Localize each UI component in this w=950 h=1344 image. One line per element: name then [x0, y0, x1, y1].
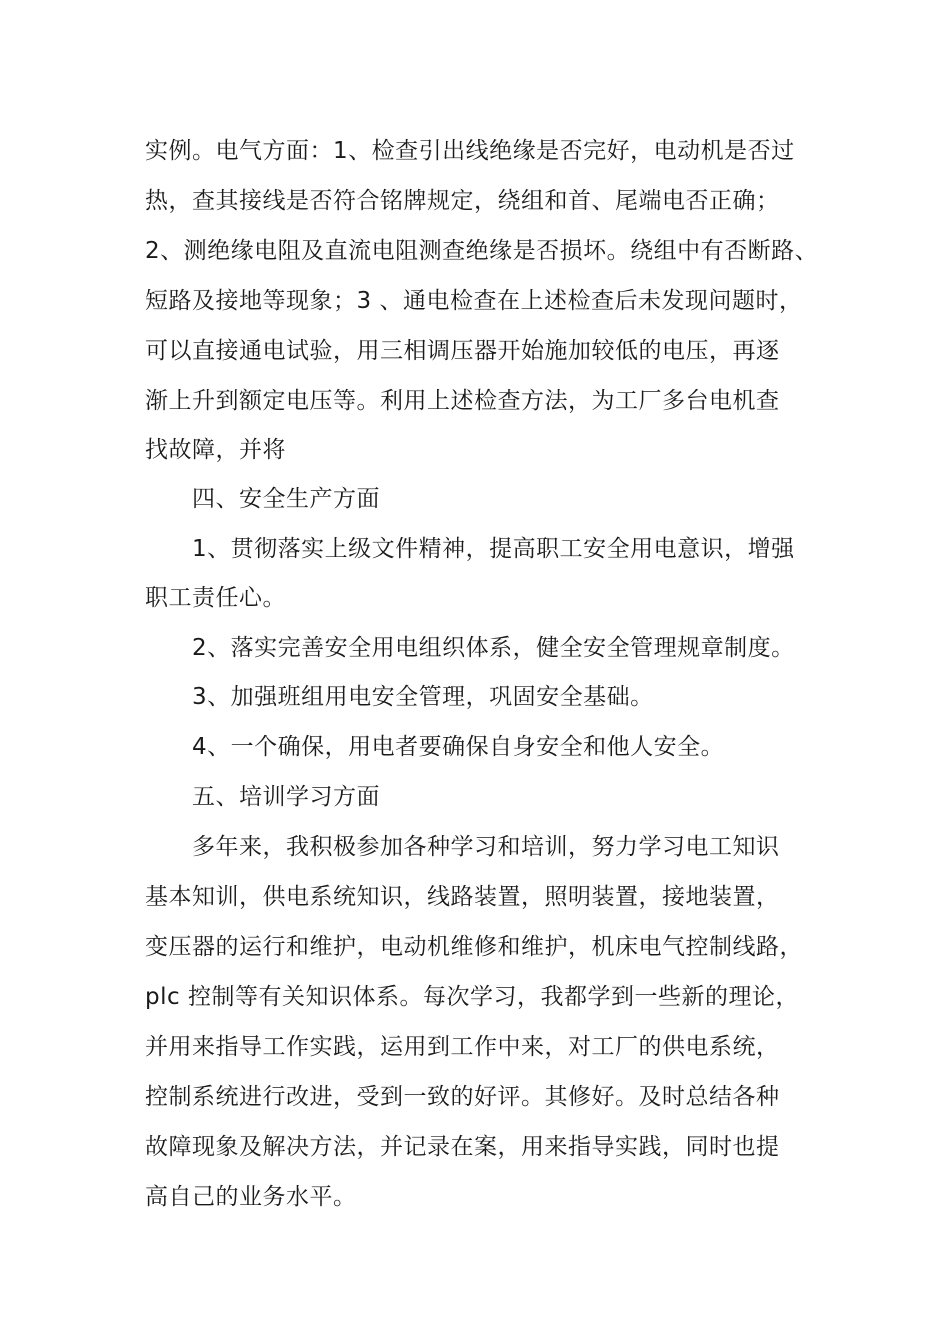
paragraph-line: 1、贯彻落实上级文件精神，提高职工安全用电意识，增强	[192, 536, 795, 562]
paragraph-line: 变压器的运行和维护，电动机维修和维护，机床电气控制线路，	[145, 934, 803, 960]
paragraph-line: 故障现象及解决方法，并记录在案，用来指导实践，同时也提	[145, 1134, 780, 1160]
section-heading: 四、安全生产方面	[192, 486, 380, 512]
paragraph-line: plc 控制等有关知识体系。每次学习，我都学到一些新的理论，	[145, 984, 799, 1010]
paragraph-line: 3、加强班组用电安全管理，巩固安全基础。	[192, 684, 654, 710]
paragraph-line: 4、一个确保，用电者要确保自身安全和他人安全。	[192, 734, 725, 760]
paragraph-line: 高自己的业务水平。	[145, 1184, 357, 1210]
paragraph-line: 基本知训，供电系统知识，线路装置，照明装置，接地装置，	[145, 884, 780, 910]
paragraph-line: 渐上升到额定电压等。利用上述检查方法，为工厂多台电机查	[145, 388, 780, 414]
paragraph-line: 并用来指导工作实践，运用到工作中来，对工厂的供电系统，	[145, 1034, 780, 1060]
paragraph-line: 多年来，我积极参加各种学习和培训，努力学习电工知识	[192, 834, 780, 860]
paragraph-line: 找故障，并将	[145, 437, 286, 463]
section-heading: 五、培训学习方面	[192, 784, 380, 810]
paragraph-line: 实例。电气方面：1、检查引出线绝缘是否完好，电动机是否过	[145, 138, 795, 164]
paragraph-line: 热，查其接线是否符合铭牌规定，绕组和首、尾端电否正确；	[145, 188, 780, 214]
paragraph-line: 短路及接地等现象；3 、通电检查在上述检查后未发现问题时，	[145, 288, 803, 314]
paragraph-line: 职工责任心。	[145, 585, 286, 611]
paragraph-line: 可以直接通电试验，用三相调压器开始施加较低的电压，再逐	[145, 338, 780, 364]
paragraph-line: 控制系统进行改进，受到一致的好评。其修好。及时总结各种	[145, 1084, 780, 1110]
paragraph-line: 2、测绝缘电阻及直流电阻测查绝缘是否损坏。绕组中有否断路、	[145, 238, 819, 264]
paragraph-line: 2、落实完善安全用电组织体系，健全安全管理规章制度。	[192, 635, 795, 661]
